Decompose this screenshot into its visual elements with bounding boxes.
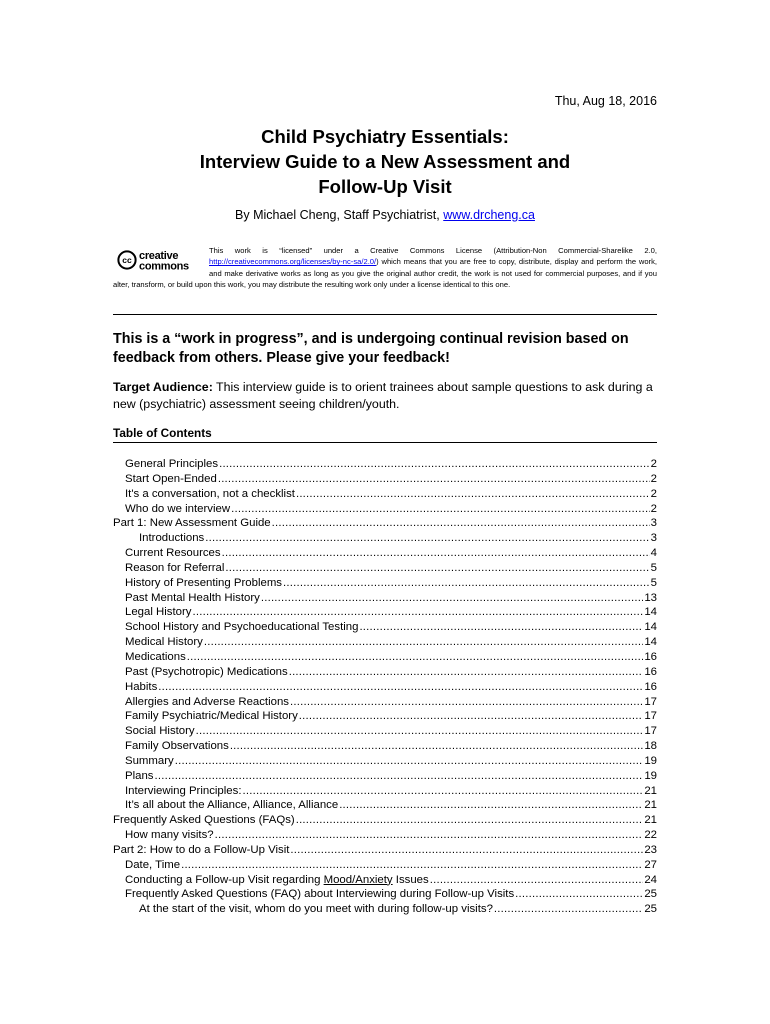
section-divider: [113, 314, 657, 315]
toc-entry[interactable]: [113, 769, 657, 784]
toc-entry-page: 18: [644, 740, 657, 753]
toc-dot-leader: [158, 680, 643, 695]
toc-entry-title: Past Mental Health History: [125, 591, 260, 604]
toc-entry[interactable]: [113, 858, 657, 873]
toc-entry[interactable]: [113, 620, 657, 635]
toc-entry-page: 5: [650, 561, 657, 574]
toc-entry[interactable]: [113, 650, 657, 665]
toc-entry-page: 21: [644, 784, 657, 797]
toc-dot-leader: [218, 472, 650, 487]
toc-dot-leader: [231, 502, 650, 517]
toc-entry-title: Current Resources: [125, 547, 221, 560]
toc-entry-page: 14: [644, 606, 657, 619]
toc-entry-title: Medications: [125, 650, 186, 663]
toc-entry-title: Conducting a Follow-up Visit regarding Mood/Anxiety Issues: [125, 873, 429, 886]
toc-entry[interactable]: [113, 576, 657, 591]
toc-dot-leader: [222, 546, 650, 561]
toc-heading: Table of Contents: [113, 426, 212, 440]
toc-entry[interactable]: [113, 843, 657, 858]
license-text-1: This work is “licensed” under a Creative Commons License (Attribution-Non Commercial-Sharelike 2.0,: [209, 246, 657, 255]
toc-entry[interactable]: [113, 887, 657, 902]
toc-entry-page: 25: [644, 903, 657, 916]
toc-entry[interactable]: [113, 635, 657, 650]
toc-entry-title: Interviewing Principles:: [125, 784, 242, 797]
toc-entry-title: Summary: [125, 754, 174, 767]
license-notice: [113, 245, 657, 291]
toc-dot-leader: [261, 591, 643, 606]
toc-entry-title: Part 2: How to do a Follow-Up Visit: [113, 843, 290, 856]
title-line-1: Child Psychiatry Essentials:: [261, 126, 509, 147]
toc-dot-leader: [289, 665, 644, 680]
toc-dot-leader: [155, 769, 644, 784]
toc-entry-page: 5: [650, 576, 657, 589]
toc-dot-leader: [359, 620, 643, 635]
toc-dot-leader: [204, 635, 643, 650]
toc-entry-page: 24: [644, 873, 657, 886]
toc-dot-leader: [339, 798, 643, 813]
toc-entry-title: How many visits?: [125, 829, 214, 842]
toc-entry-title: Reason for Referral: [125, 561, 225, 574]
toc-divider: [113, 442, 657, 443]
toc-entry[interactable]: [113, 546, 657, 561]
toc-dot-leader: [219, 457, 650, 472]
toc-dot-leader: [299, 709, 644, 724]
toc-entry-title: Plans: [125, 769, 154, 782]
toc-entry[interactable]: [113, 828, 657, 843]
toc-entry-title: Family Psychiatric/Medical History: [125, 710, 298, 723]
toc-entry-title: Social History: [125, 725, 195, 738]
toc-entry-title: Legal History: [125, 606, 192, 619]
byline: [113, 208, 657, 222]
toc-entry-page: 25: [644, 888, 657, 901]
toc-entry-page: 27: [644, 858, 657, 871]
toc-dot-leader: [175, 754, 644, 769]
toc-dot-leader: [430, 873, 644, 888]
license-link[interactable]: http://creativecommons.org/licenses/by-nc-sa/2.0/: [209, 257, 377, 267]
toc-entry-title: Part 1: New Assessment Guide: [113, 517, 271, 530]
toc-entry-page: 16: [644, 650, 657, 663]
svg-text:cc: cc: [122, 255, 132, 266]
toc-entry[interactable]: [113, 665, 657, 680]
toc-entry-title: School History and Psychoeducational Testing: [125, 621, 359, 634]
toc-entry-title: Past (Psychotropic) Medications: [125, 665, 288, 678]
toc-entry-page: 16: [644, 665, 657, 678]
toc-entry-title: Introductions: [139, 532, 205, 545]
toc-dot-leader: [296, 487, 650, 502]
toc-entry-page: 3: [650, 532, 657, 545]
toc-entry[interactable]: [113, 724, 657, 739]
toc-entry-page: 16: [644, 680, 657, 693]
toc-entry-title: It's a conversation, not a checklist: [125, 487, 295, 500]
toc-entry-page: 17: [644, 695, 657, 708]
work-in-progress-notice: This is a “work in progress”, and is undergoing continual revision based on feedback from others. Please give your feedback!: [113, 331, 629, 366]
toc-dot-leader: [515, 887, 643, 902]
toc-entry-page: 21: [644, 814, 657, 827]
target-audience: [113, 379, 657, 413]
toc-entry[interactable]: [113, 472, 657, 487]
toc-entry-page: 21: [644, 799, 657, 812]
toc-entry[interactable]: [113, 813, 657, 828]
toc-entry-title: General Principles: [125, 458, 219, 470]
toc-entry[interactable]: [113, 709, 657, 724]
toc-entry[interactable]: [113, 605, 657, 620]
toc-entry-title: At the start of the visit, whom do you meet with during follow-up visits?: [139, 903, 493, 916]
toc-entry-page: 4: [650, 547, 657, 560]
svg-text:creative: creative: [139, 250, 179, 262]
toc-entry[interactable]: [113, 457, 657, 472]
title-line-2: Interview Guide to a New Assessment and: [199, 151, 571, 172]
toc-entry-page: 14: [644, 621, 657, 634]
toc-entry[interactable]: [113, 695, 657, 710]
toc-dot-leader: [272, 516, 650, 531]
toc-dot-leader: [196, 724, 644, 739]
license-text-2: ) which means that you are free to copy, distribute, display and perform the work, and make derivative works as long as you give the original author credit, the work is not used for commercial purposes, and if you alter, transform, or build upon this work, you may distribute the resulting work only under a license identical to this one.: [113, 257, 657, 290]
toc-dot-leader: [494, 902, 643, 917]
toc-entry[interactable]: [113, 680, 657, 695]
author-website-link[interactable]: www.drcheng.ca: [443, 208, 535, 222]
toc-entry-page: 13: [644, 591, 657, 604]
toc-dot-leader: [290, 843, 643, 858]
toc-entry-title: Habits: [125, 680, 158, 693]
document-title: [113, 124, 657, 199]
toc-entry-page: 17: [644, 710, 657, 723]
toc-entry-title: Start Open-Ended: [125, 472, 217, 485]
toc-entry-title: History of Presenting Problems: [125, 576, 282, 589]
toc-entry-page: 2: [650, 502, 657, 515]
toc-entry[interactable]: [113, 561, 657, 576]
toc-entry[interactable]: [113, 873, 657, 888]
toc-entry[interactable]: [113, 487, 657, 502]
toc-entry[interactable]: [113, 502, 657, 517]
toc-entry[interactable]: [113, 516, 657, 531]
toc-entry-title: Family Observations: [125, 740, 229, 753]
toc-entry-page: 17: [644, 725, 657, 738]
toc-entry-title: Date, Time: [125, 858, 181, 871]
toc-entry[interactable]: [113, 531, 657, 546]
toc-entry-title: Frequently Asked Questions (FAQs): [113, 814, 295, 827]
toc-entry[interactable]: [113, 739, 657, 754]
toc-entry[interactable]: [113, 591, 657, 606]
toc-dot-leader: [192, 605, 643, 620]
header-date: Thu, Aug 18, 2016: [554, 94, 657, 108]
toc-entry-page: 2: [650, 458, 657, 470]
toc-dot-leader: [181, 858, 643, 873]
title-line-3: Follow-Up Visit: [318, 176, 452, 197]
toc-entry-page: 19: [644, 754, 657, 767]
toc-dot-leader: [283, 576, 650, 591]
toc-entry-page: 23: [644, 843, 657, 856]
toc-entry-page: 19: [644, 769, 657, 782]
toc-entry-title: Frequently Asked Questions (FAQ) about Interviewing during Follow-up Visits: [125, 888, 515, 901]
toc-dot-leader: [296, 813, 644, 828]
toc-entry-page: 2: [650, 472, 657, 485]
toc-entry-page: 22: [644, 829, 657, 842]
toc-entry[interactable]: [113, 902, 657, 917]
toc-entry[interactable]: [113, 798, 657, 813]
toc-dot-leader: [225, 561, 649, 576]
toc-entry-title: Medical History: [125, 636, 203, 649]
toc-entry-title: Who do we interview: [125, 502, 231, 515]
toc-entry-page: 2: [650, 487, 657, 500]
toc-dot-leader: [215, 828, 644, 843]
audience-label: Target Audience:: [113, 380, 213, 394]
toc-entry[interactable]: [113, 754, 657, 769]
svg-text:commons: commons: [139, 260, 189, 271]
toc-dot-leader: [205, 531, 649, 546]
toc-entry[interactable]: [113, 784, 657, 799]
toc-entry-title: Allergies and Adverse Reactions: [125, 695, 289, 708]
toc-dot-leader: [187, 650, 644, 665]
toc-dot-leader: [243, 784, 644, 799]
toc-dot-leader: [230, 739, 644, 754]
audience-text: This interview guide is to orient trainees about sample questions to ask during a new (psychiatric) assessment seeing children/youth.: [113, 380, 653, 411]
toc-entry-page: 14: [644, 636, 657, 649]
toc-entry-title: It’s all about the Alliance, Alliance, Alliance: [125, 799, 339, 812]
table-of-contents: [113, 457, 657, 917]
toc-dot-leader: [290, 695, 643, 710]
byline-author: By Michael Cheng, Staff Psychiatrist,: [235, 208, 444, 222]
toc-entry-page: 3: [650, 517, 657, 530]
